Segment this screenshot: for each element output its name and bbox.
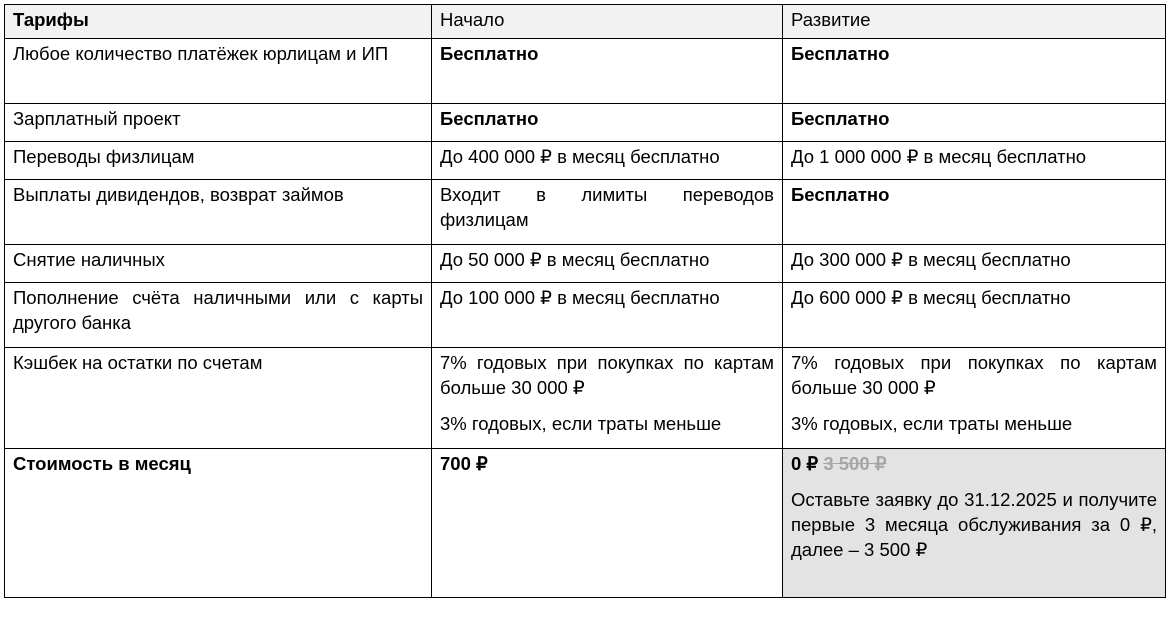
feature-cell: Кэшбек на остатки по счетам [5,348,432,449]
table-row [5,104,1166,142]
header-tariffs: Тарифы [5,5,432,39]
dev-value-cell: Бесплатно [783,104,1166,142]
feature-cell: Снятие наличных [5,245,432,283]
dev-old-price: 3 500 ₽ [823,453,887,474]
dev-value-cell: До 1 000 000 ₽ в месяц бесплатно [783,142,1166,180]
feature-cell: Выплаты дивидендов, возврат займов [5,180,432,245]
table-header-row [5,5,1166,39]
table-row [5,142,1166,180]
dev-value-cell: Бесплатно [783,180,1166,245]
dev-current-price: 0 ₽ [791,453,819,474]
dev-value-cell: Бесплатно [783,39,1166,104]
tariff-table [4,4,1166,598]
promo-note: Оставьте заявку до 31.12.2025 и получите первые 3 месяца обслуживания за 0 ₽, далее – 3 500 ₽ [791,489,1157,560]
start-cost-cell: 700 ₽ [432,449,783,598]
start-value-cell: До 100 000 ₽ в месяц бесплатно [432,283,783,348]
dev-value-cell [783,348,1166,449]
dev-value-cell: До 300 000 ₽ в месяц бесплатно [783,245,1166,283]
cashback-low-text: 3% годовых, если траты меньше [791,413,1073,434]
table-row [5,39,1166,104]
cashback-high-text: 7% годовых при покупках по картам больше 30 000 ₽ [791,352,1157,398]
table-row [5,283,1166,348]
table-row [5,245,1166,283]
header-start: Начало [432,5,783,39]
feature-cell: Пополнение счёта наличными или с карты другого банка [5,283,432,348]
dev-value-cell: До 600 000 ₽ в месяц бесплатно [783,283,1166,348]
cashback-high-text: 7% годовых при покупках по картам больше 30 000 ₽ [440,352,774,398]
table-row [5,180,1166,245]
start-value-cell: До 400 000 ₽ в месяц бесплатно [432,142,783,180]
header-development: Развитие [783,5,1166,39]
feature-cell: Зарплатный проект [5,104,432,142]
table-row [5,348,1166,449]
start-value-cell: До 50 000 ₽ в месяц бесплатно [432,245,783,283]
feature-cell: Любое количество платёжек юрлицам и ИП [5,39,432,104]
start-value-cell [432,348,783,449]
dev-price-line [791,451,1157,476]
dev-cost-cell [783,449,1166,598]
start-value-cell: Входит в лимиты переводов физлицам [432,180,783,245]
cashback-low-text: 3% годовых, если траты меньше [440,413,722,434]
cost-label-cell: Стоимость в месяц [5,449,432,598]
cost-row [5,449,1166,598]
start-value-cell: Бесплатно [432,104,783,142]
feature-cell: Переводы физлицам [5,142,432,180]
start-value-cell: Бесплатно [432,39,783,104]
